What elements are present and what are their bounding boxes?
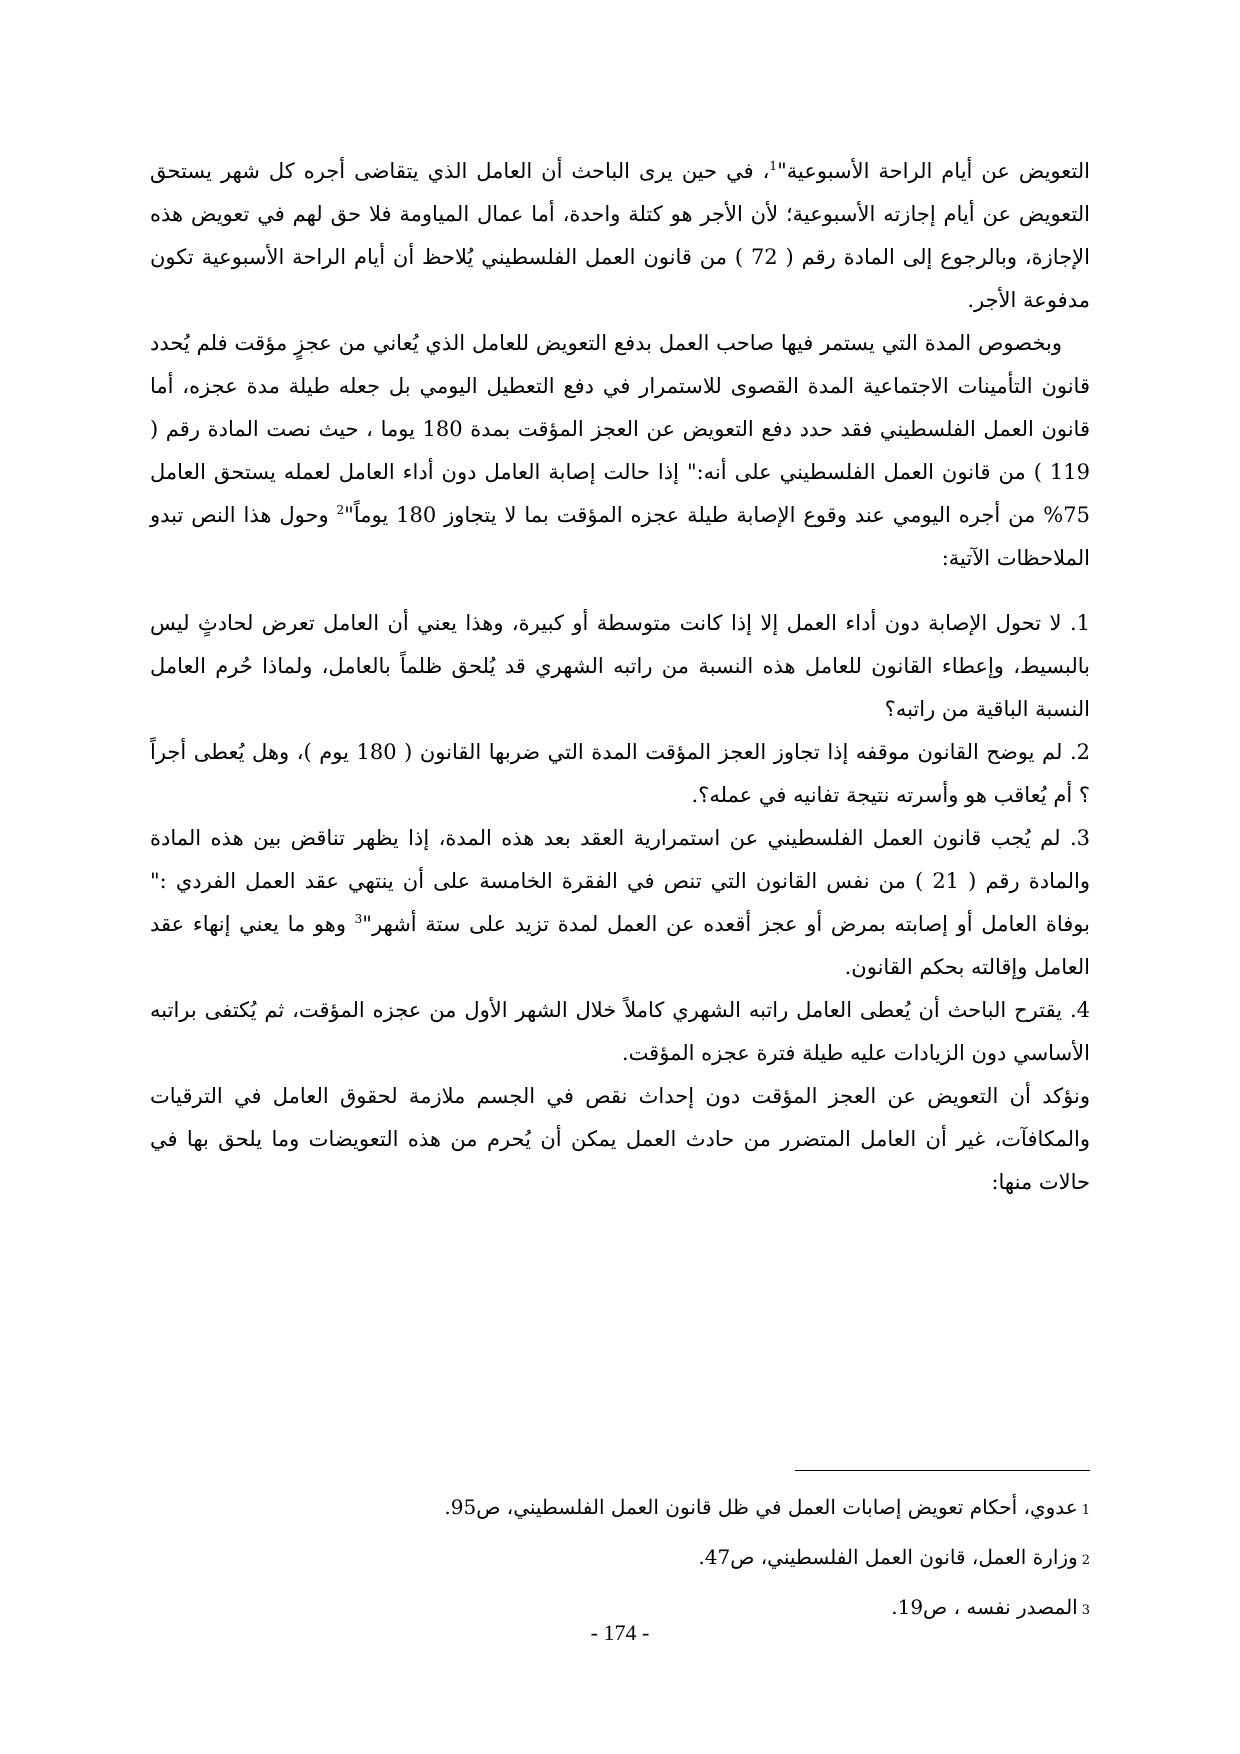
footnote-ref-2: 2 — [336, 503, 345, 517]
footnotes — [290, 1484, 1090, 1634]
footnote-ref-3: 3 — [354, 912, 363, 926]
footnote-separator — [795, 1470, 1090, 1471]
footnote-ref-1: 1 — [769, 159, 778, 173]
footnote-number: 3 — [1081, 1603, 1090, 1618]
paragraph-2 — [150, 322, 1090, 580]
footnote-text: وزارة العمل، قانون العمل الفلسطيني، ص47. — [698, 1545, 1078, 1569]
footnote-text: عدوي، أحكام تعويض إصابات العمل في ظل قانون العمل الفلسطيني، ص95. — [444, 1495, 1078, 1519]
list-item-3 — [150, 817, 1090, 989]
list-item-3-text-a: 3. لم يُجب قانون العمل الفلسطيني عن استمرارية العقد بعد هذه المدة، إذا يظهر تناقض بين هذه المادة والمادة رقم ( 21 ) من نفس القانون التي تنص في الفقرة الخامسة على أن ينتهي عقد العمل الفردي :" بوفاة العامل أو إصابته بمرض أو عجز أقعده عن العمل لمدة تزيد على ستة أشهر" — [150, 826, 1090, 936]
paragraph-closing: ونؤكد أن التعويض عن العجز المؤقت دون إحداث نقص في الجسم ملازمة لحقوق العامل في الترقيات والمكافآت، غير أن العامل المتضرر من حادث العمل يمكن أن يُحرم من هذه التعويضات وما يلحق بها في حالات منها: — [150, 1084, 1090, 1194]
paragraph-1-text-b: ، في حين يرى الباحث أن العامل الذي يتقاضى أجره كل شهر يستحق التعويض عن أيام إجازته الأسبوعية؛ لأن الأجر هو كتلة واحدة، أما عمال المياومة فلا حق لهم في تعويض هذه الإجازة، وبالرجوع إلى المادة رقم ( 72 ) من قانون العمل الفلسطيني يُلاحظ أن أيام الراحة الأسبوعية تكون مدفوعة الأجر. — [150, 159, 1090, 312]
footnote-1 — [290, 1484, 1090, 1534]
paragraph-1-text-a: التعويض عن أيام الراحة الأسبوعية" — [777, 159, 1090, 183]
spacer — [150, 580, 1090, 602]
list-item-4: 4. يقترح الباحث أن يُعطى العامل راتبه الشهري كاملاً خلال الشهر الأول من عجزه المؤقت، ثم يُكتفى براتبه الأساسي دون الزيادات عليه طيلة فترة عجزه المؤقت. — [150, 998, 1090, 1065]
paragraph-1 — [150, 150, 1090, 322]
footnote-2 — [290, 1534, 1090, 1584]
footnote-number: 1 — [1081, 1503, 1090, 1518]
footnote-text: المصدر نفسه ، ص19. — [891, 1595, 1078, 1619]
list-item-1: 1. لا تحول الإصابة دون أداء العمل إلا إذا كانت متوسطة أو كبيرة، وهذا يعني أن العامل تعرض لحادثٍ ليس بالبسيط، وإعطاء القانون للعامل هذه النسبة من راتبه الشهري قد يُلحق ظلماً بالعامل، ولماذا حُرم العامل النسبة الباقية من راتبه؟ — [150, 611, 1090, 721]
page-number: - 174 - — [590, 1620, 650, 1645]
list-item-3-text-b: وهو ما يعني إنهاء عقد العامل وإقالته بحكم القانون. — [150, 912, 1090, 979]
paragraph-2-text-b: وحول هذا النص تبدو الملاحظات الآتية: — [150, 503, 1090, 570]
footnote-number: 2 — [1081, 1553, 1090, 1568]
list-item-2: 2. لم يوضح القانون موقفه إذا تجاوز العجز المؤقت المدة التي ضربها القانون ( 180 يوم )، وهل يُعطى أجراً ؟ أم يُعاقب هو وأسرته نتيجة تفانيه في عمله؟. — [150, 740, 1090, 807]
paragraph-2-text-a: وبخصوص المدة التي يستمر فيها صاحب العمل بدفع التعويض للعامل الذي يُعاني من عجزٍ مؤقت فلم يُحدد قانون التأمينات الاجتماعية المدة القصوى للاستمرار في دفع التعطيل اليومي بل جعله طيلة مدة عجزه، أما قانون العمل الفلسطيني فقد حدد دفع التعويض عن العجز المؤقت بمدة 180 يوما ، حيث نصت المادة رقم ( 119 ) من قانون العمل الفلسطيني على أنه:" إذا حالت إصابة العامل دون أداء العامل لعمله يستحق العامل 75% من أجره اليومي عند وقوع الإصابة طيلة عجزه المؤقت بما لا يتجاوز 180 يوماً" — [150, 331, 1090, 527]
page-body — [150, 150, 1090, 1204]
